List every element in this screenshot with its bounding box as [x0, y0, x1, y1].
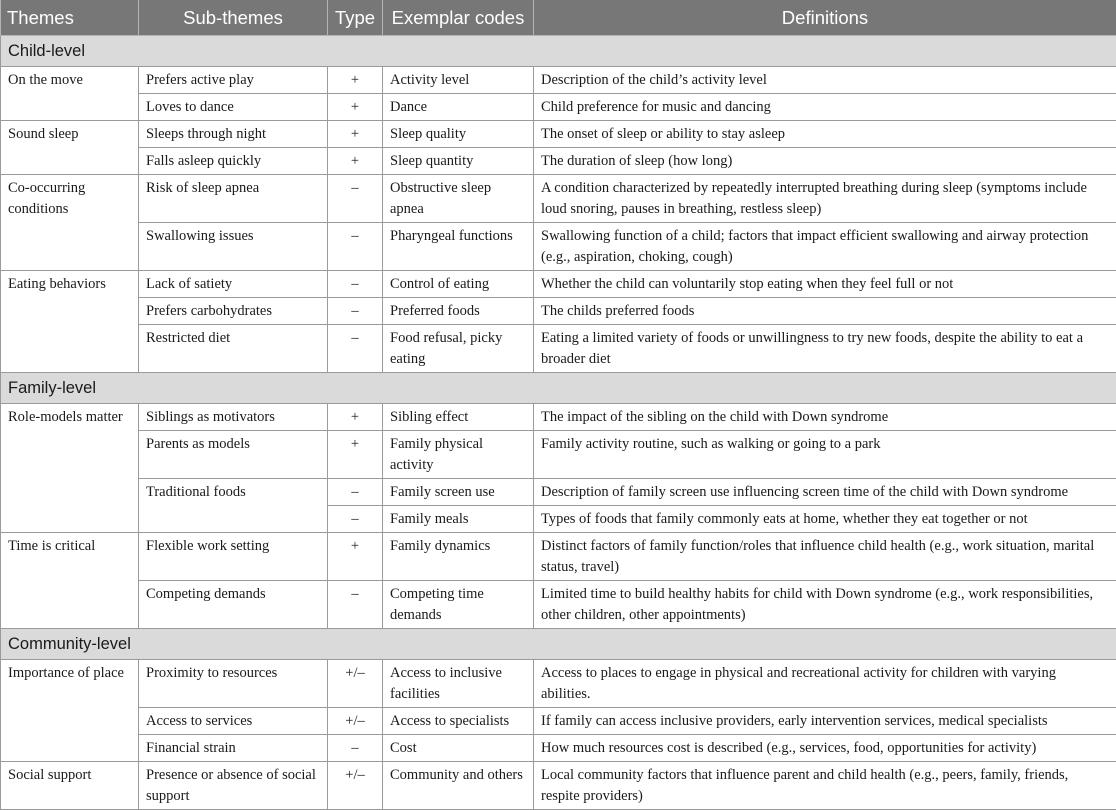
definition-cell: Eating a limited variety of foods or unwillingness to try new foods, despite the ability to eat a broader diet [534, 325, 1116, 373]
header-type: Type [328, 0, 383, 36]
type-cell: – [328, 223, 383, 271]
section-row-community-level [1, 629, 1116, 660]
sub-theme-cell: Falls asleep quickly [139, 148, 328, 175]
table-row [1, 271, 1116, 298]
code-cell: Sleep quality [383, 121, 534, 148]
table-row [1, 762, 1116, 810]
table-row [1, 479, 1116, 506]
code-cell: Community and others [383, 762, 534, 810]
type-cell: + [328, 148, 383, 175]
table-row [1, 404, 1116, 431]
type-cell: – [328, 175, 383, 223]
header-exemplar-codes: Exemplar codes [383, 0, 534, 36]
code-cell: Family dynamics [383, 533, 534, 581]
sub-theme-cell: Restricted diet [139, 325, 328, 373]
definition-cell: Description of family screen use influencing screen time of the child with Down syndrome [534, 479, 1116, 506]
type-cell: +/– [328, 660, 383, 708]
definition-cell: Types of foods that family commonly eats at home, whether they eat together or not [534, 506, 1116, 533]
theme-cell: Eating behaviors [1, 271, 139, 373]
code-cell: Family physical activity [383, 431, 534, 479]
section-row-child-level [1, 36, 1116, 67]
code-cell: Control of eating [383, 271, 534, 298]
type-cell: + [328, 533, 383, 581]
sub-theme-cell: Loves to dance [139, 94, 328, 121]
table-row [1, 533, 1116, 581]
sub-theme-cell: Sleeps through night [139, 121, 328, 148]
sub-theme-cell: Presence or absence of social support [139, 762, 328, 810]
sub-theme-cell: Traditional foods [139, 479, 328, 533]
sub-theme-cell: Swallowing issues [139, 223, 328, 271]
table-row [1, 735, 1116, 762]
section-title: Family-level [1, 373, 1116, 404]
definition-cell: Distinct factors of family function/roles that influence child health (e.g., work situation, marital status, travel) [534, 533, 1116, 581]
definition-cell: Access to places to engage in physical and recreational activity for children with varying abilities. [534, 660, 1116, 708]
type-cell: + [328, 94, 383, 121]
theme-cell: Sound sleep [1, 121, 139, 175]
code-cell: Pharyngeal functions [383, 223, 534, 271]
definition-cell: The impact of the sibling on the child with Down syndrome [534, 404, 1116, 431]
code-cell: Family meals [383, 506, 534, 533]
sub-theme-cell: Prefers active play [139, 67, 328, 94]
section-row-family-level [1, 373, 1116, 404]
table-row [1, 175, 1116, 223]
definition-cell: Limited time to build healthy habits for child with Down syndrome (e.g., work responsibilities, other children, other appointments) [534, 581, 1116, 629]
code-cell: Sibling effect [383, 404, 534, 431]
type-cell: – [328, 479, 383, 506]
type-cell: – [328, 506, 383, 533]
sub-theme-cell: Risk of sleep apnea [139, 175, 328, 223]
definition-cell: Family activity routine, such as walking or going to a park [534, 431, 1116, 479]
code-cell: Sleep quantity [383, 148, 534, 175]
section-title: Child-level [1, 36, 1116, 67]
definition-cell: A condition characterized by repeatedly interrupted breathing during sleep (symptoms include loud snoring, pauses in breathing, restless sleep) [534, 175, 1116, 223]
table-row [1, 94, 1116, 121]
table-row [1, 325, 1116, 373]
sub-theme-cell: Financial strain [139, 735, 328, 762]
type-cell: – [328, 271, 383, 298]
type-cell: +/– [328, 708, 383, 735]
sub-theme-cell: Lack of satiety [139, 271, 328, 298]
code-cell: Obstructive sleep apnea [383, 175, 534, 223]
code-cell: Cost [383, 735, 534, 762]
table-row [1, 660, 1116, 708]
header-row [1, 0, 1116, 36]
table-row [1, 223, 1116, 271]
type-cell: + [328, 121, 383, 148]
definition-cell: Child preference for music and dancing [534, 94, 1116, 121]
definition-cell: If family can access inclusive providers, early intervention services, medical specialists [534, 708, 1116, 735]
code-cell: Competing time demands [383, 581, 534, 629]
type-cell: – [328, 581, 383, 629]
sub-theme-cell: Competing demands [139, 581, 328, 629]
sub-theme-cell: Parents as models [139, 431, 328, 479]
type-cell: + [328, 431, 383, 479]
code-cell: Access to specialists [383, 708, 534, 735]
theme-cell: Importance of place [1, 660, 139, 762]
code-cell: Activity level [383, 67, 534, 94]
theme-cell: Co-occurring conditions [1, 175, 139, 271]
table-row [1, 67, 1116, 94]
theme-cell: Social support [1, 762, 139, 810]
type-cell: – [328, 298, 383, 325]
header-sub-themes: Sub-themes [139, 0, 328, 36]
table-row [1, 121, 1116, 148]
sub-theme-cell: Prefers carbohydrates [139, 298, 328, 325]
type-cell: +/– [328, 762, 383, 810]
section-title: Community-level [1, 629, 1116, 660]
theme-cell: Role-models matter [1, 404, 139, 533]
table-row [1, 431, 1116, 479]
theme-cell: Time is critical [1, 533, 139, 629]
definition-cell: Swallowing function of a child; factors that impact efficient swallowing and airway protection (e.g., aspiration, choking, cough) [534, 223, 1116, 271]
definition-cell: How much resources cost is described (e.g., services, food, opportunities for activity) [534, 735, 1116, 762]
table-row [1, 298, 1116, 325]
table-row [1, 708, 1116, 735]
definition-cell: Whether the child can voluntarily stop eating when they feel full or not [534, 271, 1116, 298]
definition-cell: The duration of sleep (how long) [534, 148, 1116, 175]
code-cell: Preferred foods [383, 298, 534, 325]
definition-cell: Description of the child’s activity level [534, 67, 1116, 94]
sub-theme-cell: Siblings as motivators [139, 404, 328, 431]
code-cell: Food refusal, picky eating [383, 325, 534, 373]
sub-theme-cell: Proximity to resources [139, 660, 328, 708]
table-row [1, 148, 1116, 175]
definition-cell: The onset of sleep or ability to stay asleep [534, 121, 1116, 148]
header-themes: Themes [1, 0, 139, 36]
type-cell: + [328, 67, 383, 94]
definition-cell: Local community factors that influence parent and child health (e.g., peers, family, friends, respite providers) [534, 762, 1116, 810]
code-cell: Access to inclusive facilities [383, 660, 534, 708]
code-cell: Dance [383, 94, 534, 121]
sub-theme-cell: Flexible work setting [139, 533, 328, 581]
code-cell: Family screen use [383, 479, 534, 506]
type-cell: + [328, 404, 383, 431]
definition-cell: The childs preferred foods [534, 298, 1116, 325]
type-cell: – [328, 735, 383, 762]
type-cell: – [328, 325, 383, 373]
theme-cell: On the move [1, 67, 139, 121]
header-definitions: Definitions [534, 0, 1116, 36]
table-row [1, 581, 1116, 629]
sub-theme-cell: Access to services [139, 708, 328, 735]
